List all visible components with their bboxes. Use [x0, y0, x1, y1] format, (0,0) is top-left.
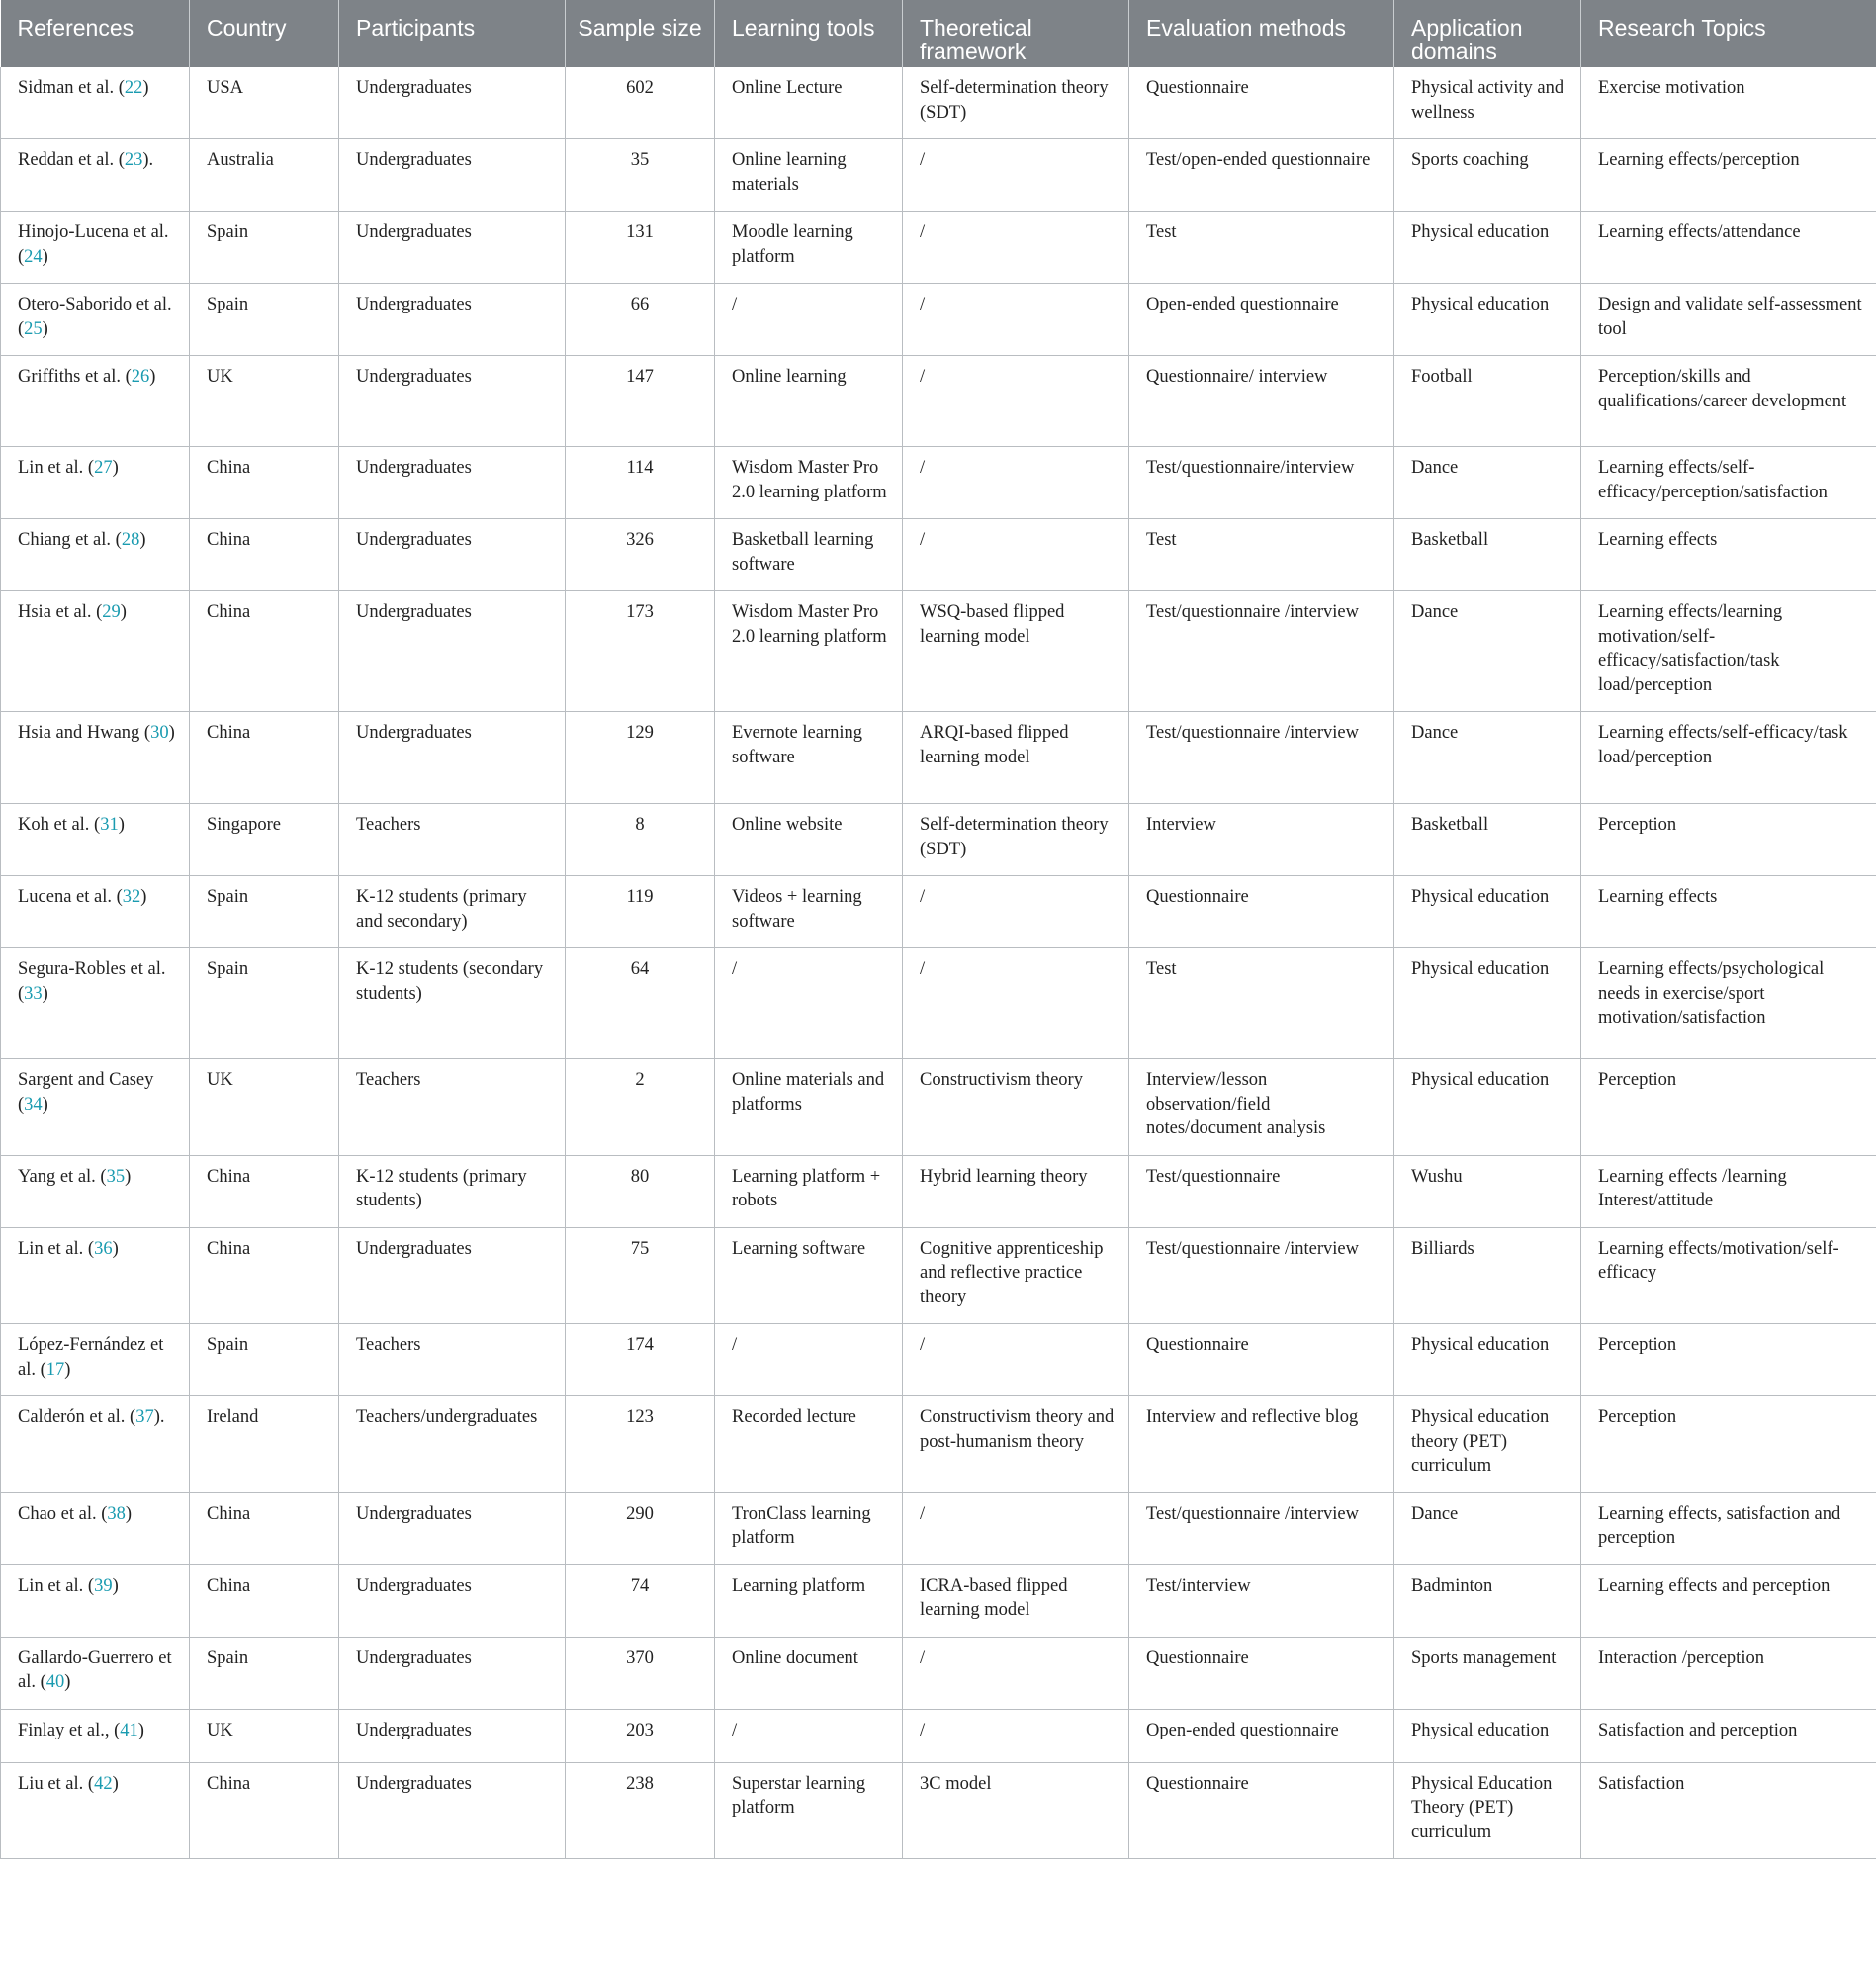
theoretical-framework-cell: / — [903, 519, 1129, 591]
table-row — [1, 1396, 1876, 1493]
application-domains-cell: Football — [1394, 356, 1581, 447]
application-domains-cell: Physical Education Theory (PET) curriculum — [1394, 1762, 1581, 1859]
sample-size-cell: 370 — [566, 1637, 715, 1709]
reference-cell — [1, 948, 190, 1059]
learning-tools-cell: / — [715, 1324, 903, 1396]
theoretical-framework-cell: / — [903, 1709, 1129, 1762]
reference-author: Yang et al. ( — [18, 1166, 107, 1187]
reference-cell — [1, 591, 190, 712]
table-body — [1, 67, 1876, 1859]
application-domains-cell: Billiards — [1394, 1227, 1581, 1324]
sample-size-cell: 114 — [566, 447, 715, 519]
reference-close: ) — [125, 1166, 132, 1187]
country-cell: Australia — [190, 139, 339, 212]
table-header-row — [1, 0, 1876, 67]
application-domains-cell: Physical education — [1394, 284, 1581, 356]
table-row — [1, 948, 1876, 1059]
research-topics-cell: Learning effects/psychological needs in exercise/sport motivation/satisfaction — [1581, 948, 1876, 1059]
learning-tools-cell: Wisdom Master Pro 2.0 learning platform — [715, 591, 903, 712]
participants-cell: Undergraduates — [339, 1227, 566, 1324]
learning-tools-cell: / — [715, 948, 903, 1059]
reference-close: ) — [64, 1359, 71, 1380]
country-cell: China — [190, 519, 339, 591]
application-domains-cell: Physical education — [1394, 1709, 1581, 1762]
participants-cell: Teachers/undergraduates — [339, 1396, 566, 1493]
citation-link[interactable]: 22 — [124, 78, 143, 98]
evaluation-methods-cell: Test/questionnaire /interview — [1129, 712, 1394, 804]
evaluation-methods-cell: Interview and reflective blog — [1129, 1396, 1394, 1493]
evaluation-methods-cell: Questionnaire — [1129, 67, 1394, 139]
evaluation-methods-cell: Questionnaire/ interview — [1129, 356, 1394, 447]
reference-author: Sargent and Casey ( — [18, 1070, 154, 1115]
table-row — [1, 67, 1876, 139]
reference-author: Otero-Saborido et al. ( — [18, 295, 172, 339]
reference-close: ) — [118, 815, 125, 835]
reference-author: Koh et al. ( — [18, 815, 101, 835]
research-topics-cell: Perception — [1581, 804, 1876, 876]
citation-link[interactable]: 39 — [94, 1575, 113, 1596]
learning-tools-cell: Recorded lecture — [715, 1396, 903, 1493]
research-topics-cell: Learning effects — [1581, 519, 1876, 591]
table-row — [1, 591, 1876, 712]
evaluation-methods-cell: Test/questionnaire /interview — [1129, 1492, 1394, 1564]
sample-size-cell: 290 — [566, 1492, 715, 1564]
evaluation-methods-cell: Test/open-ended questionnaire — [1129, 139, 1394, 212]
header-sample-size: Sample size — [566, 0, 715, 67]
research-topics-cell: Learning effects/attendance — [1581, 212, 1876, 284]
application-domains-cell: Physical education — [1394, 212, 1581, 284]
reference-close: ) — [112, 1575, 119, 1596]
participants-cell: Undergraduates — [339, 1709, 566, 1762]
theoretical-framework-cell: / — [903, 876, 1129, 948]
research-topics-cell: Learning effects/learning motivation/self-efficacy/satisfaction/task load/perception — [1581, 591, 1876, 712]
research-topics-cell: Learning effects /learning Interest/attitude — [1581, 1155, 1876, 1227]
country-cell: Spain — [190, 1637, 339, 1709]
evaluation-methods-cell: Questionnaire — [1129, 1762, 1394, 1859]
participants-cell: Undergraduates — [339, 447, 566, 519]
evaluation-methods-cell: Test — [1129, 212, 1394, 284]
reference-cell — [1, 1059, 190, 1156]
sample-size-cell: 64 — [566, 948, 715, 1059]
sample-size-cell: 129 — [566, 712, 715, 804]
research-topics-cell: Learning effects/self-efficacy/task load/perception — [1581, 712, 1876, 804]
citation-link[interactable]: 27 — [94, 458, 113, 478]
learning-tools-cell: Online Lecture — [715, 67, 903, 139]
citation-link[interactable]: 26 — [131, 367, 150, 387]
reference-cell — [1, 712, 190, 804]
research-topics-cell: Perception — [1581, 1324, 1876, 1396]
sample-size-cell: 326 — [566, 519, 715, 591]
learning-tools-cell: Learning platform — [715, 1564, 903, 1637]
theoretical-framework-cell: / — [903, 356, 1129, 447]
citation-link[interactable]: 17 — [45, 1359, 65, 1380]
participants-cell: Undergraduates — [339, 356, 566, 447]
research-topics-cell: Interaction /perception — [1581, 1637, 1876, 1709]
learning-tools-cell: Basketball learning software — [715, 519, 903, 591]
reference-cell — [1, 519, 190, 591]
reference-close: ) — [168, 723, 175, 743]
header-country: Country — [190, 0, 339, 67]
reference-author: Lin et al. ( — [18, 458, 95, 478]
sample-size-cell: 203 — [566, 1709, 715, 1762]
evaluation-methods-cell: Test/questionnaire — [1129, 1155, 1394, 1227]
learning-tools-cell: Moodle learning platform — [715, 212, 903, 284]
reference-cell — [1, 139, 190, 212]
reference-cell — [1, 804, 190, 876]
theoretical-framework-cell: / — [903, 447, 1129, 519]
reference-cell — [1, 1492, 190, 1564]
theoretical-framework-cell: Constructivism theory and post-humanism theory — [903, 1396, 1129, 1493]
application-domains-cell: Physical education theory (PET) curriculum — [1394, 1396, 1581, 1493]
reference-author: López-Fernández et al. ( — [18, 1335, 164, 1380]
country-cell: UK — [190, 1709, 339, 1762]
theoretical-framework-cell: Hybrid learning theory — [903, 1155, 1129, 1227]
evaluation-methods-cell: Test — [1129, 519, 1394, 591]
theoretical-framework-cell: 3C model — [903, 1762, 1129, 1859]
table-row — [1, 876, 1876, 948]
theoretical-framework-cell: / — [903, 1492, 1129, 1564]
citation-link[interactable]: 28 — [121, 530, 140, 550]
reference-cell — [1, 1155, 190, 1227]
citation-link[interactable]: 36 — [94, 1238, 113, 1259]
table-row — [1, 284, 1876, 356]
research-topics-cell: Learning effects/perception — [1581, 139, 1876, 212]
sample-size-cell: 147 — [566, 356, 715, 447]
citation-link[interactable]: 42 — [94, 1773, 113, 1794]
reference-close: ) — [64, 1672, 71, 1692]
evaluation-methods-cell: Test/questionnaire/interview — [1129, 447, 1394, 519]
country-cell: China — [190, 591, 339, 712]
country-cell: USA — [190, 67, 339, 139]
theoretical-framework-cell: / — [903, 139, 1129, 212]
country-cell: UK — [190, 1059, 339, 1156]
application-domains-cell: Dance — [1394, 712, 1581, 804]
country-cell: Spain — [190, 1324, 339, 1396]
table-row — [1, 212, 1876, 284]
research-topics-cell: Satisfaction and perception — [1581, 1709, 1876, 1762]
citation-link[interactable]: 25 — [24, 318, 43, 339]
header-learning-tools: Learning tools — [715, 0, 903, 67]
country-cell: Spain — [190, 284, 339, 356]
evaluation-methods-cell: Open-ended questionnaire — [1129, 1709, 1394, 1762]
participants-cell: Undergraduates — [339, 139, 566, 212]
participants-cell: Undergraduates — [339, 1762, 566, 1859]
theoretical-framework-cell: / — [903, 284, 1129, 356]
application-domains-cell: Badminton — [1394, 1564, 1581, 1637]
country-cell: China — [190, 1564, 339, 1637]
participants-cell: Teachers — [339, 1059, 566, 1156]
theoretical-framework-cell: Constructivism theory — [903, 1059, 1129, 1156]
header-references: References — [1, 0, 190, 67]
participants-cell: Undergraduates — [339, 284, 566, 356]
reference-author: Chao et al. ( — [18, 1503, 108, 1524]
table-row — [1, 804, 1876, 876]
theoretical-framework-cell: Cognitive apprenticeship and reflective practice theory — [903, 1227, 1129, 1324]
reference-cell — [1, 1396, 190, 1493]
citation-link[interactable]: 24 — [24, 246, 43, 267]
theoretical-framework-cell: Self-determination theory (SDT) — [903, 804, 1129, 876]
reference-cell — [1, 1762, 190, 1859]
learning-tools-cell: Online learning materials — [715, 139, 903, 212]
reference-cell — [1, 447, 190, 519]
country-cell: Singapore — [190, 804, 339, 876]
citation-link[interactable]: 23 — [124, 150, 143, 170]
citation-link[interactable]: 32 — [122, 887, 141, 907]
table-row — [1, 1492, 1876, 1564]
evaluation-methods-cell: Test/interview — [1129, 1564, 1394, 1637]
participants-cell: Undergraduates — [339, 591, 566, 712]
application-domains-cell: Dance — [1394, 447, 1581, 519]
research-topics-cell: Design and validate self-assessment tool — [1581, 284, 1876, 356]
country-cell: China — [190, 1155, 339, 1227]
application-domains-cell: Physical education — [1394, 1324, 1581, 1396]
header-theoretical-framework: Theoretical framework — [903, 0, 1129, 67]
evaluation-methods-cell: Interview/lesson observation/field notes/document analysis — [1129, 1059, 1394, 1156]
table-row — [1, 1155, 1876, 1227]
reference-cell — [1, 356, 190, 447]
table-row — [1, 1324, 1876, 1396]
reference-author: Segura-Robles et al. ( — [18, 959, 166, 1004]
reference-author: Reddan et al. ( — [18, 150, 125, 170]
research-topics-cell: Learning effects — [1581, 876, 1876, 948]
table-row — [1, 1762, 1876, 1859]
participants-cell: Undergraduates — [339, 1637, 566, 1709]
application-domains-cell: Sports management — [1394, 1637, 1581, 1709]
learning-tools-cell: Online learning — [715, 356, 903, 447]
reference-close: ) — [42, 318, 48, 339]
header-application-domains: Application domains — [1394, 0, 1581, 67]
application-domains-cell: Dance — [1394, 1492, 1581, 1564]
reference-close: ) — [149, 367, 156, 387]
sample-size-cell: 2 — [566, 1059, 715, 1156]
research-topics-cell: Learning effects/motivation/self-efficacy — [1581, 1227, 1876, 1324]
application-domains-cell: Basketball — [1394, 519, 1581, 591]
table-row — [1, 519, 1876, 591]
citation-link[interactable]: 38 — [107, 1503, 126, 1524]
learning-tools-cell: Evernote learning software — [715, 712, 903, 804]
reference-close: ) — [42, 246, 48, 267]
sample-size-cell: 35 — [566, 139, 715, 212]
learning-tools-cell: Online website — [715, 804, 903, 876]
reference-cell — [1, 1564, 190, 1637]
table-row — [1, 1059, 1876, 1156]
application-domains-cell: Dance — [1394, 591, 1581, 712]
country-cell: Ireland — [190, 1396, 339, 1493]
citation-link[interactable]: 41 — [120, 1720, 138, 1740]
sample-size-cell: 131 — [566, 212, 715, 284]
reference-cell — [1, 67, 190, 139]
reference-close: ) — [120, 602, 127, 622]
participants-cell: Undergraduates — [339, 519, 566, 591]
participants-cell: Undergraduates — [339, 712, 566, 804]
country-cell: China — [190, 1762, 339, 1859]
citation-link[interactable]: 37 — [135, 1407, 154, 1427]
reference-close: ) — [125, 1503, 133, 1524]
application-domains-cell: Physical activity and wellness — [1394, 67, 1581, 139]
reference-close: ) — [42, 983, 48, 1004]
theoretical-framework-cell: / — [903, 1637, 1129, 1709]
reference-close: ) — [137, 1720, 144, 1740]
country-cell: China — [190, 712, 339, 804]
header-participants: Participants — [339, 0, 566, 67]
citation-link[interactable]: 35 — [106, 1166, 126, 1187]
participants-cell: Teachers — [339, 804, 566, 876]
country-cell: Spain — [190, 212, 339, 284]
reference-close: ) — [112, 458, 119, 478]
research-topics-cell: Perception — [1581, 1396, 1876, 1493]
research-topics-cell: Learning effects and perception — [1581, 1564, 1876, 1637]
evaluation-methods-cell: Open-ended questionnaire — [1129, 284, 1394, 356]
evaluation-methods-cell: Questionnaire — [1129, 1637, 1394, 1709]
participants-cell: Undergraduates — [339, 1492, 566, 1564]
table-row — [1, 1637, 1876, 1709]
reference-author: Lin et al. ( — [18, 1238, 95, 1259]
learning-tools-cell: TronClass learning platform — [715, 1492, 903, 1564]
header-evaluation-methods: Evaluation methods — [1129, 0, 1394, 67]
reference-author: Hinojo-Lucena et al. ( — [18, 223, 169, 267]
application-domains-cell: Basketball — [1394, 804, 1581, 876]
sample-size-cell: 8 — [566, 804, 715, 876]
participants-cell: Teachers — [339, 1324, 566, 1396]
research-topics-cell: Satisfaction — [1581, 1762, 1876, 1859]
evaluation-methods-cell: Interview — [1129, 804, 1394, 876]
reference-close: ) — [112, 1238, 119, 1259]
country-cell: Spain — [190, 876, 339, 948]
theoretical-framework-cell: Self-determination theory (SDT) — [903, 67, 1129, 139]
citation-link[interactable]: 31 — [100, 815, 119, 835]
theoretical-framework-cell: WSQ-based flipped learning model — [903, 591, 1129, 712]
sample-size-cell: 74 — [566, 1564, 715, 1637]
table-row — [1, 139, 1876, 212]
table-row — [1, 712, 1876, 804]
country-cell: China — [190, 1227, 339, 1324]
learning-tools-cell: Online document — [715, 1637, 903, 1709]
research-topics-cell: Learning effects/self-efficacy/perception/satisfaction — [1581, 447, 1876, 519]
country-cell: Spain — [190, 948, 339, 1059]
learning-tools-cell: / — [715, 1709, 903, 1762]
evaluation-methods-cell: Questionnaire — [1129, 1324, 1394, 1396]
citation-link[interactable]: 30 — [150, 723, 169, 743]
sample-size-cell: 75 — [566, 1227, 715, 1324]
sample-size-cell: 80 — [566, 1155, 715, 1227]
sample-size-cell: 123 — [566, 1396, 715, 1493]
learning-tools-cell: / — [715, 284, 903, 356]
reference-author: Hsia et al. ( — [18, 602, 103, 622]
reference-close: ). — [153, 1407, 165, 1427]
participants-cell: K-12 students (primary and secondary) — [339, 876, 566, 948]
table-row — [1, 1564, 1876, 1637]
citation-link[interactable]: 34 — [24, 1094, 43, 1115]
theoretical-framework-cell: / — [903, 1324, 1129, 1396]
participants-cell: Undergraduates — [339, 212, 566, 284]
reference-close: ) — [140, 887, 147, 907]
citation-link[interactable]: 40 — [45, 1672, 65, 1692]
research-topics-cell: Learning effects, satisfaction and perception — [1581, 1492, 1876, 1564]
reference-author: Liu et al. ( — [18, 1773, 95, 1794]
learning-tools-cell: Wisdom Master Pro 2.0 learning platform — [715, 447, 903, 519]
table-row — [1, 447, 1876, 519]
citation-link[interactable]: 29 — [102, 602, 121, 622]
sample-size-cell: 173 — [566, 591, 715, 712]
reference-author: Chiang et al. ( — [18, 530, 122, 550]
reference-author: Finlay et al., ( — [18, 1720, 121, 1740]
participants-cell: Undergraduates — [339, 1564, 566, 1637]
learning-tools-cell: Learning platform + robots — [715, 1155, 903, 1227]
evaluation-methods-cell: Questionnaire — [1129, 876, 1394, 948]
citation-link[interactable]: 33 — [24, 983, 43, 1004]
theoretical-framework-cell: ARQI-based flipped learning model — [903, 712, 1129, 804]
country-cell: China — [190, 1492, 339, 1564]
participants-cell: K-12 students (secondary students) — [339, 948, 566, 1059]
reference-close: ) — [42, 1094, 48, 1115]
reference-author: Sidman et al. ( — [18, 78, 125, 98]
application-domains-cell: Physical education — [1394, 948, 1581, 1059]
reference-author: Lin et al. ( — [18, 1575, 95, 1596]
sample-size-cell: 238 — [566, 1762, 715, 1859]
evaluation-methods-cell: Test/questionnaire /interview — [1129, 1227, 1394, 1324]
theoretical-framework-cell: / — [903, 212, 1129, 284]
reference-close: ) — [142, 78, 149, 98]
learning-tools-cell: Superstar learning platform — [715, 1762, 903, 1859]
sample-size-cell: 119 — [566, 876, 715, 948]
application-domains-cell: Physical education — [1394, 876, 1581, 948]
research-topics-cell: Exercise motivation — [1581, 67, 1876, 139]
country-cell: UK — [190, 356, 339, 447]
table-row — [1, 1227, 1876, 1324]
participants-cell: K-12 students (primary students) — [339, 1155, 566, 1227]
sample-size-cell: 174 — [566, 1324, 715, 1396]
reference-cell — [1, 1709, 190, 1762]
reference-author: Calderón et al. ( — [18, 1407, 136, 1427]
header-research-topics: Research Topics — [1581, 0, 1876, 67]
sample-size-cell: 602 — [566, 67, 715, 139]
research-topics-cell: Perception/skills and qualifications/career development — [1581, 356, 1876, 447]
reference-cell — [1, 212, 190, 284]
reference-cell — [1, 1637, 190, 1709]
application-domains-cell: Physical education — [1394, 1059, 1581, 1156]
learning-tools-cell: Videos + learning software — [715, 876, 903, 948]
reference-cell — [1, 1227, 190, 1324]
reference-close: ). — [142, 150, 154, 170]
theoretical-framework-cell: / — [903, 948, 1129, 1059]
table-row — [1, 356, 1876, 447]
theoretical-framework-cell: ICRA-based flipped learning model — [903, 1564, 1129, 1637]
application-domains-cell: Sports coaching — [1394, 139, 1581, 212]
reference-cell — [1, 876, 190, 948]
learning-tools-cell: Learning software — [715, 1227, 903, 1324]
participants-cell: Undergraduates — [339, 67, 566, 139]
reference-close: ) — [139, 530, 146, 550]
evaluation-methods-cell: Test — [1129, 948, 1394, 1059]
reference-author: Lucena et al. ( — [18, 887, 123, 907]
evaluation-methods-cell: Test/questionnaire /interview — [1129, 591, 1394, 712]
research-topics-cell: Perception — [1581, 1059, 1876, 1156]
learning-tools-cell: Online materials and platforms — [715, 1059, 903, 1156]
table-row — [1, 1709, 1876, 1762]
sample-size-cell: 66 — [566, 284, 715, 356]
reference-close: ) — [112, 1773, 119, 1794]
application-domains-cell: Wushu — [1394, 1155, 1581, 1227]
country-cell: China — [190, 447, 339, 519]
reference-author: Hsia and Hwang ( — [18, 723, 151, 743]
reference-author: Gallardo-Guerrero et al. ( — [18, 1648, 172, 1692]
reference-cell — [1, 284, 190, 356]
reference-author: Griffiths et al. ( — [18, 367, 132, 387]
reference-cell — [1, 1324, 190, 1396]
